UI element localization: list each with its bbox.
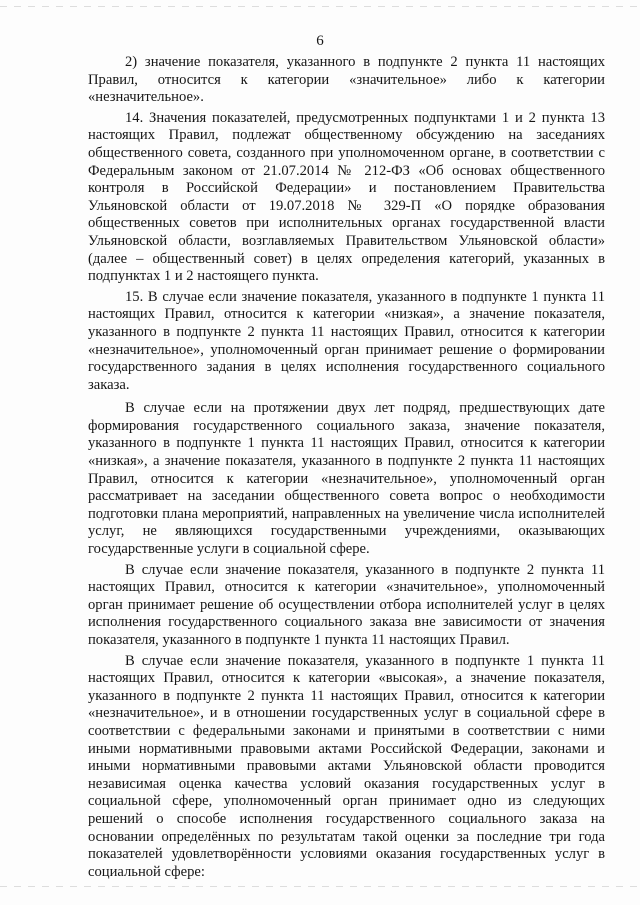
paragraph-15-significant: В случае если значение показателя, указанного в подпункте 2 пункта 11 настоящих Правил, относится к категории «значительное», уполномоченный орган принимает решение об осуществлении отбора исполнителей услуг в целях исполнения государственного социального заказа вне зависимости от значения показателя, указанного в подпункте 1 пункта 11 настоящих Правил. [88, 561, 605, 648]
paragraph-15-high: В случае если значение показателя, указанного в подпункте 1 пункта 11 настоящих Правил, относится к категории «высокая», а значение показателя, указанного в подпункте 2 пункта 11 настоящих Правил, относится к категории «незначительное», и в отношении государственных услуг в социальной сфере в соответствии с федеральными законами и принятыми в соответствии с ними иными нормативными правовыми актами Российской Федерации, законами и иными нормативными правовыми актами Ульяновской области проводится независимая оценка качества условий оказания государственных услуг в социальной сфере, уполномоченный орган принимает одно из следующих решений о способе исполнения государственного социального заказа на основании определённых по результатам такой оценки за последние три года показателей удовлетворённости условиями оказания государственных услуг в социальной сфере: [88, 652, 605, 880]
document-body [88, 54, 605, 881]
paragraph-13-2: 2) значение показателя, указанного в подпункте 2 пункта 11 настоящих Правил, относится к категории «значительное» либо к категории «незначительное». [88, 54, 605, 106]
paragraph-15-two-years: В случае если на протяжении двух лет подряд, предшествующих дате формирования государственного социального заказа, значение показателя, указанного в подпункте 1 пункта 11 настоящих Правил, относится к категории «низкая», а значение показателя, указанного в подпункте 2 пункта 11 настоящих Правил, относится к категории «незначительное», уполномоченный орган рассматривает на заседании общественного совета вопрос о необходимости подготовки плана мероприятий, направленных на увеличение числа исполнителей услуг, не являющихся государственными учреждениями, оказывающих государственные услуги в социальной сфере. [88, 400, 605, 558]
paragraph-14: 14. Значения показателей, предусмотренных подпунктами 1 и 2 пункта 13 настоящих Правил, подлежат общественному обсуждению на заседаниях общественного совета, созданного при уполномоченном органе, в соответствии с Федеральным законом от 21.07.2014 № 212-ФЗ «Об основах общественного контроля в Российской Федерации» и постановлением Правительства Ульяновской области от 19.07.2018 № 329-П «О порядке образования общественных советов при исполнительных органах государственной власти Ульяновской области, возглавляемых Правительством Ульяновской области» (далее – общественный совет) в целях определения категорий, указанных в подпунктах 1 и 2 настоящего пункта. [88, 109, 605, 285]
scan-edge-bottom [0, 886, 640, 887]
paragraph-15: 15. В случае если значение показателя, указанного в подпункте 1 пункта 11 настоящих Правил, относится к категории «низкая», а значение показателя, указанного в подпункте 2 пункта 11 настоящих Правил, относится к категории «незначительное», уполномоченный орган принимает решение о формировании государственного задания в целях исполнения государственного социального заказа. [88, 288, 605, 393]
scan-edge-top [0, 6, 640, 7]
page-number: 6 [316, 33, 324, 49]
